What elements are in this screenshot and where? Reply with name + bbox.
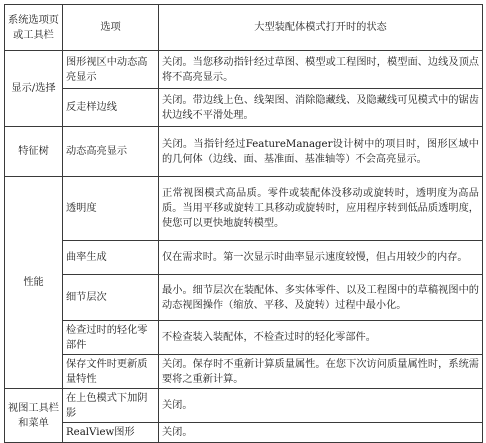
table-row bbox=[5, 389, 483, 423]
option-cell: 反走样边线 bbox=[63, 89, 159, 127]
state-cell: 关闭。当您移动指针经过草图、模型或工程图时，模型面、边线及顶点将不高亮显示。 bbox=[159, 51, 483, 89]
group-performance: 性能 bbox=[5, 177, 63, 389]
option-cell: 在上色模式下加阴影 bbox=[63, 389, 159, 423]
table-row bbox=[5, 241, 483, 275]
option-cell: 曲率生成 bbox=[63, 241, 159, 275]
state-cell: 关闭。保存时不重新计算质量属性。在您下次访问质量属性时，系统需要将之重新计算。 bbox=[159, 355, 483, 389]
state-cell: 关闭。当指针经过FeatureManager设计树中的项目时，图形区域中的几何体（边线、面、基准面、基准轴等）不会高亮显示。 bbox=[159, 127, 483, 177]
header-row bbox=[5, 5, 483, 51]
option-cell: 检查过时的轻化零部件 bbox=[63, 321, 159, 355]
option-cell: 保存文件时更新质量特性 bbox=[63, 355, 159, 389]
state-cell: 关闭。带边线上色、线架图、消除隐藏线、及隐藏线可见模式中的锯齿状边线不平滑处理。 bbox=[159, 89, 483, 127]
state-cell: 关闭。 bbox=[159, 389, 483, 423]
header-state: 大型装配体模式打开时的状态 bbox=[159, 5, 483, 51]
state-cell: 最小。细节层次在装配体、多实体零件、以及工程图中的草稿视图中的动态视图操作（缩放、平移、及旋转）过程中最小化。 bbox=[159, 275, 483, 321]
state-cell: 不检查装入装配体，不检查过时的轻化零部件。 bbox=[159, 321, 483, 355]
large-assembly-mode-table bbox=[4, 4, 483, 443]
table-row bbox=[5, 177, 483, 241]
state-cell: 仅在需求时。第一次显示时曲率显示速度较慢，但占用较少的内存。 bbox=[159, 241, 483, 275]
header-category: 系统选项页或工具栏 bbox=[5, 5, 63, 51]
option-cell: 细节层次 bbox=[63, 275, 159, 321]
option-cell: RealView图形 bbox=[63, 423, 159, 443]
table-row bbox=[5, 89, 483, 127]
option-cell: 透明度 bbox=[63, 177, 159, 241]
option-cell: 动态高亮显示 bbox=[63, 127, 159, 177]
state-cell: 关闭。 bbox=[159, 423, 483, 443]
table-row bbox=[5, 275, 483, 321]
group-feature-tree: 特征树 bbox=[5, 127, 63, 177]
option-cell: 图形视区中动态高亮显示 bbox=[63, 51, 159, 89]
table-row bbox=[5, 355, 483, 389]
table-row bbox=[5, 321, 483, 355]
table-row bbox=[5, 423, 483, 443]
header-option: 选项 bbox=[63, 5, 159, 51]
table-row bbox=[5, 127, 483, 177]
group-display-selection: 显示/选择 bbox=[5, 51, 63, 127]
settings-document bbox=[4, 4, 482, 443]
group-view-toolbar-menu: 视图工具栏和菜单 bbox=[5, 389, 63, 443]
state-cell: 正常视图模式高品质。零件或装配体没移动或旋转时，透明度为高品质。当用平移或旋转工具移动或旋转时，应用程序转到低品质透明度，使您可以更快地旋转模型。 bbox=[159, 177, 483, 241]
table-row bbox=[5, 51, 483, 89]
